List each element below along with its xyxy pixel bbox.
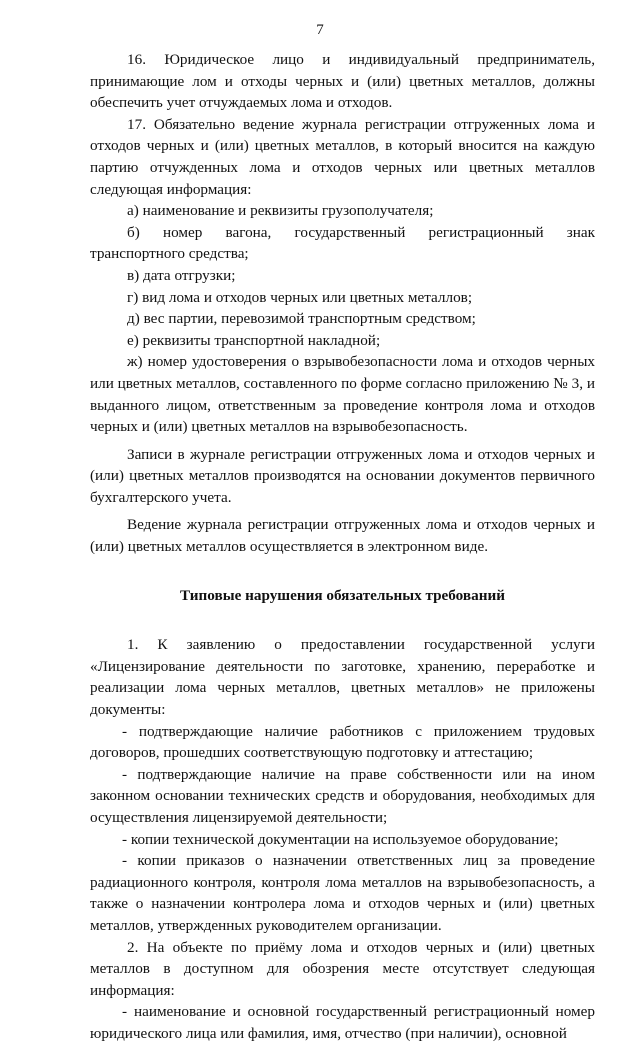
violation-1-item-c: - копии технической документации на используемое оборудование; bbox=[122, 830, 559, 848]
list-item-a: а) наименование и реквизиты грузополучателя; bbox=[127, 202, 434, 220]
list-item-b: б) номер вагона, государственный регистрационный знак транспортного средства; bbox=[90, 223, 595, 263]
list-item-zh: ж) номер удостоверения о взрывобезопасности лома и отходов черных или цветных металлов, составленного по форме согласно приложению № 3, и выданного лицом, ответственным за проведение контроля лома и отходов черных и (или) цветных металлов на взрывобезопасность. bbox=[90, 353, 595, 436]
page-number: 7 bbox=[316, 22, 324, 38]
section-heading: Типовые нарушения обязательных требований bbox=[180, 586, 505, 604]
paragraph-records: Записи в журнале регистрации отгруженных лома и отходов черных и (или) цветных металлов производятся на основании документов первичного бухгалтерского учета. bbox=[90, 445, 595, 506]
paragraph-electronic: Ведение журнала регистрации отгруженных лома и отходов черных и (или) цветных металлов осуществляется в электронном виде. bbox=[90, 516, 595, 556]
violation-2: 2. На объекте по приёму лома и отходов черных и (или) цветных металлов в доступном для обозрения месте отсутствует следующая информация: bbox=[90, 938, 595, 999]
list-item-g: г) вид лома и отходов черных или цветных металлов; bbox=[127, 288, 473, 306]
paragraph-17: 17. Обязательно ведение журнала регистрации отгруженных лома и отходов черных и (или) цветных металлов, в который вносится на каждую партию отчужденных лома и отходов черных или цветных металлов следующая информация: bbox=[90, 115, 595, 198]
document-body bbox=[90, 49, 595, 1045]
violation-1: 1. К заявлению о предоставлении государственной услуги «Лицензирование деятельности по заготовке, хранению, переработке и реализации лома черных металлов, цветных металлов» не приложены документы: bbox=[90, 636, 595, 719]
list-item-e: е) реквизиты транспортной накладной; bbox=[127, 331, 381, 349]
list-item-v: в) дата отгрузки; bbox=[127, 266, 236, 284]
violation-1-item-b: - подтверждающие наличие на праве собственности или на ином законном основании технических средств и оборудования, необходимых для осуществления лицензируемой деятельности; bbox=[90, 765, 595, 826]
violation-1-item-a: - подтверждающие наличие работников с приложением трудовых договоров, прошедших соответствующую подготовку и аттестацию; bbox=[90, 722, 595, 762]
violation-1-item-d: - копии приказов о назначении ответственных лиц за проведение радиационного контроля, контроля лома металлов на взрывобезопасность, а также о назначении контролера лома и отходов черных и (или) цветных металлов, утвержденных руководителем организации. bbox=[90, 852, 595, 934]
paragraph-16: 16. Юридическое лицо и индивидуальный предприниматель, принимающие лом и отходы черных и (или) цветных металлов, должны обеспечить учет отчуждаемых лома и отходов. bbox=[90, 51, 595, 112]
list-item-d: д) вес партии, перевозимой транспортным средством; bbox=[127, 310, 476, 328]
violation-2-item-a: - наименование и основной государственный регистрационный номер юридического лица или фамилия, имя, отчество (при наличии), основной bbox=[90, 1003, 595, 1042]
